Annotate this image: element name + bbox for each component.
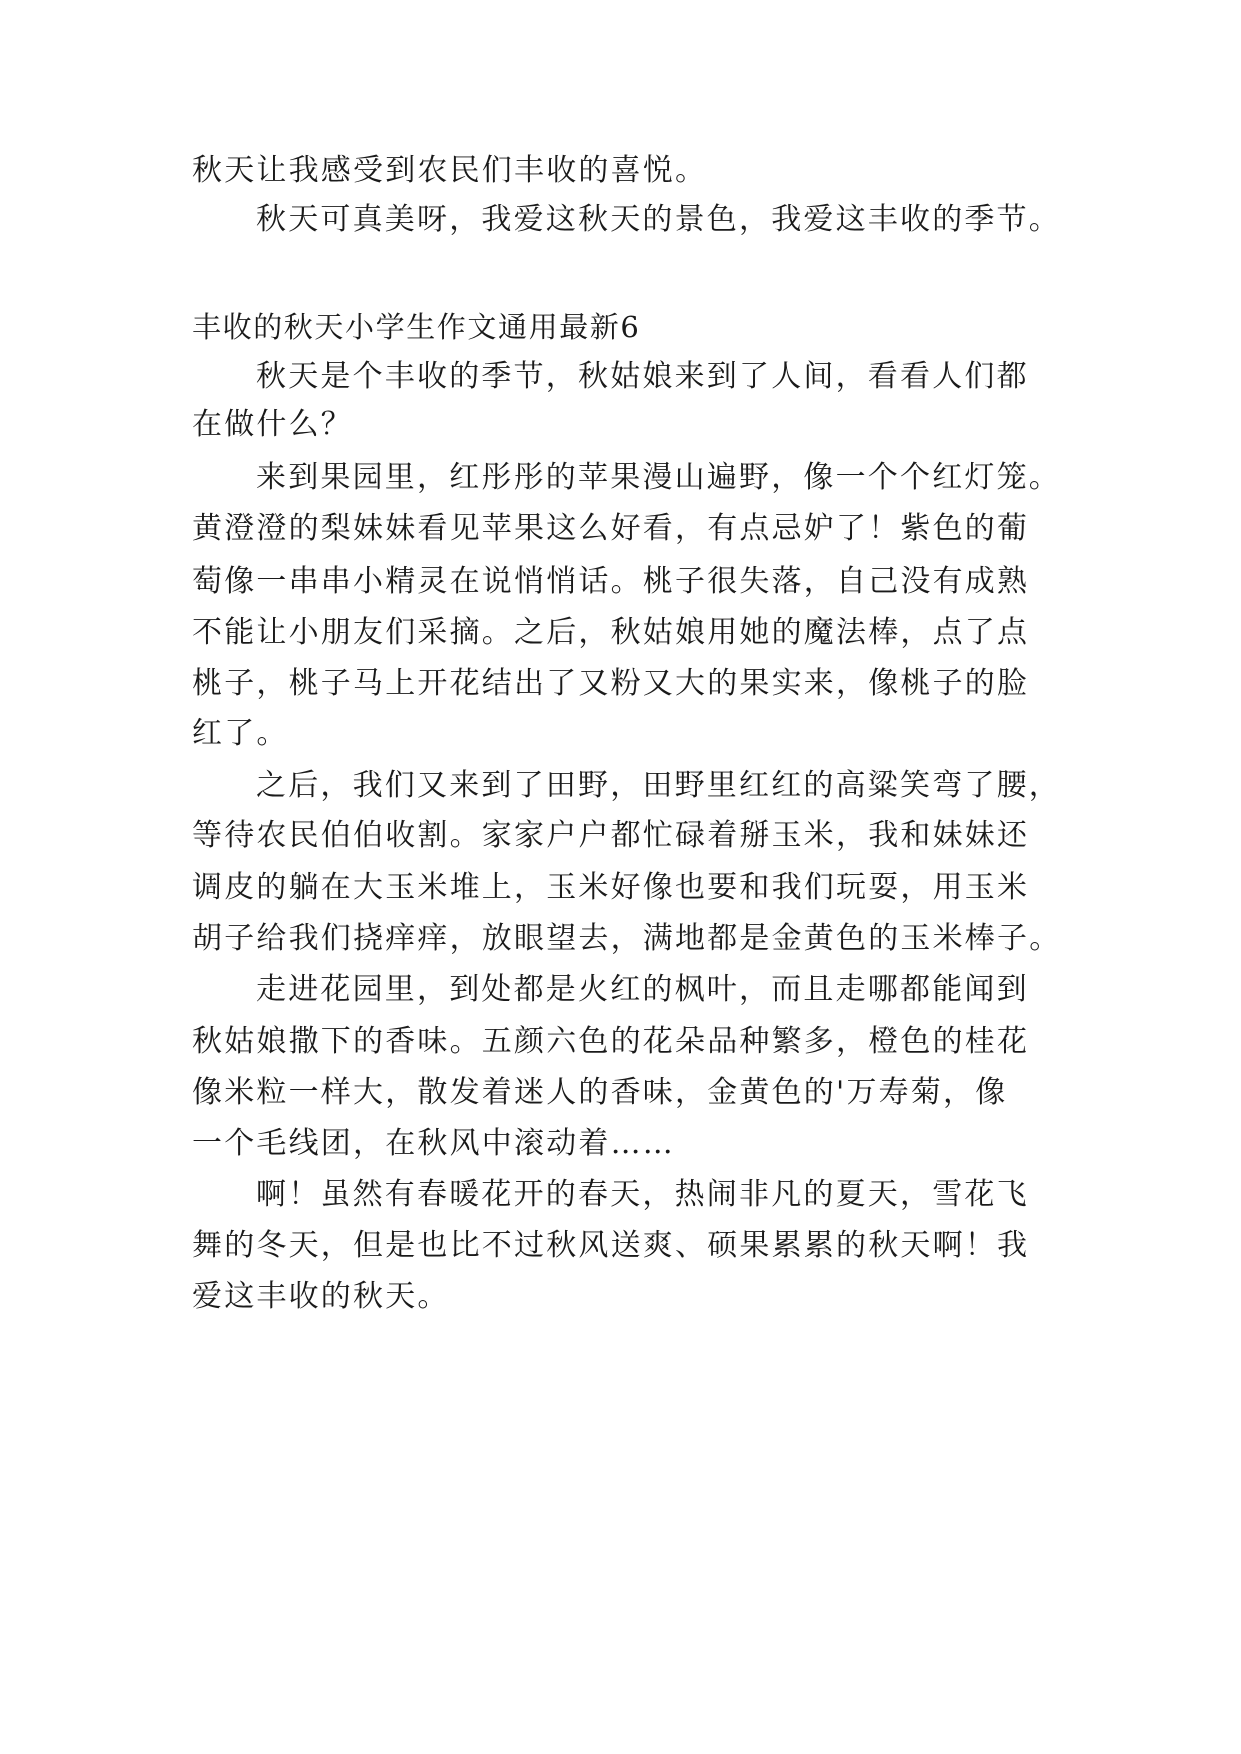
text-line: 在做什么？ (192, 407, 353, 442)
text-line: 爱这丰收的秋天。 (192, 1279, 450, 1314)
text-line: 啊！虽然有春暖花开的春天，热闹非凡的夏天，雪花飞 (256, 1177, 1029, 1212)
text-line: 像米粒一样大，散发着迷人的香味，金黄色的'万寿菊，像 (192, 1075, 1008, 1110)
text-line: 等待农民伯伯收割。家家户户都忙碌着掰玉米，我和妹妹还 (192, 818, 1030, 853)
section-heading: 丰收的秋天小学生作文通用最新6 (192, 310, 641, 344)
text-line: 走进花园里，到处都是火红的枫叶，而且走哪都能闻到 (256, 972, 1029, 1007)
text-line: 红了。 (192, 716, 289, 751)
text-line: 萄像一串串小精灵在说悄悄话。桃子很失落，自己没有成熟 (192, 564, 1030, 599)
text-line: 黄澄澄的梨妹妹看见苹果这么好看，有点忌妒了！紫色的葡 (192, 511, 1030, 546)
text-line: 秋天可真美呀，我爱这秋天的景色，我爱这丰收的季节。 (256, 202, 1061, 237)
text-line: 秋姑娘撒下的香味。五颜六色的花朵品种繁多，橙色的桂花 (192, 1024, 1030, 1059)
text-line: 胡子给我们挠痒痒，放眼望去，满地都是金黄色的玉米棒子。 (192, 921, 1062, 956)
text-line: 秋天让我感受到农民们丰收的喜悦。 (192, 153, 708, 188)
text-line: 一个毛线团，在秋风中滚动着…… (192, 1126, 675, 1161)
text-line: 不能让小朋友们采摘。之后，秋姑娘用她的魔法棒，点了点 (192, 615, 1030, 650)
text-line: 之后，我们又来到了田野，田野里红红的高粱笑弯了腰， (256, 768, 1061, 803)
text-line: 舞的冬天，但是也比不过秋风送爽、硕果累累的秋天啊！我 (192, 1228, 1030, 1263)
text-line: 秋天是个丰收的季节，秋姑娘来到了人间，看看人们都 (256, 359, 1029, 394)
text-line: 调皮的躺在大玉米堆上，玉米好像也要和我们玩耍，用玉米 (192, 870, 1030, 905)
text-line: 来到果园里，红彤彤的苹果漫山遍野，像一个个红灯笼。 (256, 460, 1061, 495)
text-line: 桃子，桃子马上开花结出了又粉又大的果实来，像桃子的脸 (192, 666, 1030, 701)
